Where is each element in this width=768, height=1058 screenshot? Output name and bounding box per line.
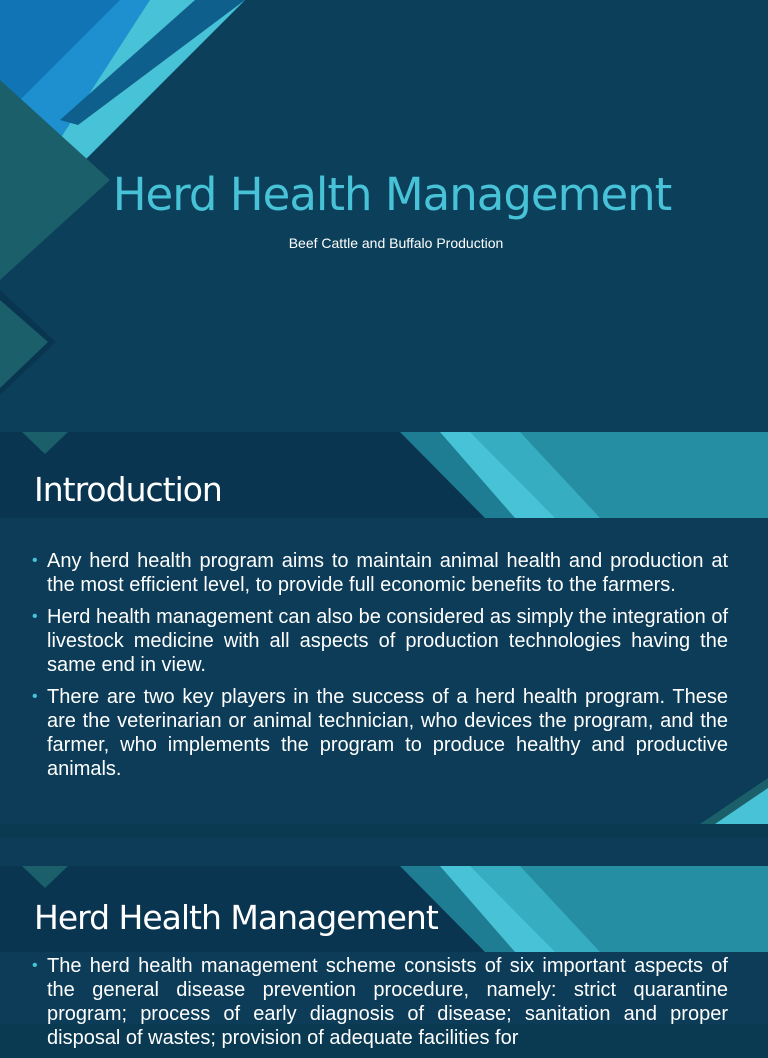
introduction-slide	[0, 432, 768, 824]
list-item: • Any herd health program aims to maintain animal health and production at the most efficient level, to provide full economic benefits to the farmers.	[32, 550, 728, 596]
slide-title: Introduction	[34, 470, 222, 509]
bullet-list	[30, 549, 728, 789]
list-item: • There are two key players in the success of a herd health program. These are the veterinarian or animal technician, who devices the program, and the farmer, who implements the program to produce healthy and productive animals.	[32, 686, 728, 780]
bullet-list	[30, 954, 728, 1058]
list-item: • The herd health management scheme consists of six important aspects of the general disease prevention procedure, namely: strict quarantine program; process of early diagnosis of disease; sanitation and proper disposal of wastes; provision of adequate facilities for	[32, 955, 728, 1049]
bullet-icon: •	[32, 608, 38, 625]
bullet-icon: •	[32, 552, 38, 569]
slide-subtitle: Beef Cattle and Buffalo Production	[288, 235, 504, 251]
slide-gap	[0, 824, 768, 838]
list-item: • Herd health management can also be considered as simply the integration of livestock medicine with all aspects of production technologies having the same end in view.	[32, 606, 728, 676]
bullet-icon: •	[32, 957, 38, 974]
title-slide	[0, 0, 768, 432]
slide-title: Herd Health Management	[112, 168, 672, 221]
slide-title: Herd Health Management	[34, 898, 438, 937]
bullet-icon: •	[32, 688, 38, 705]
herd-health-slide	[0, 838, 768, 1049]
